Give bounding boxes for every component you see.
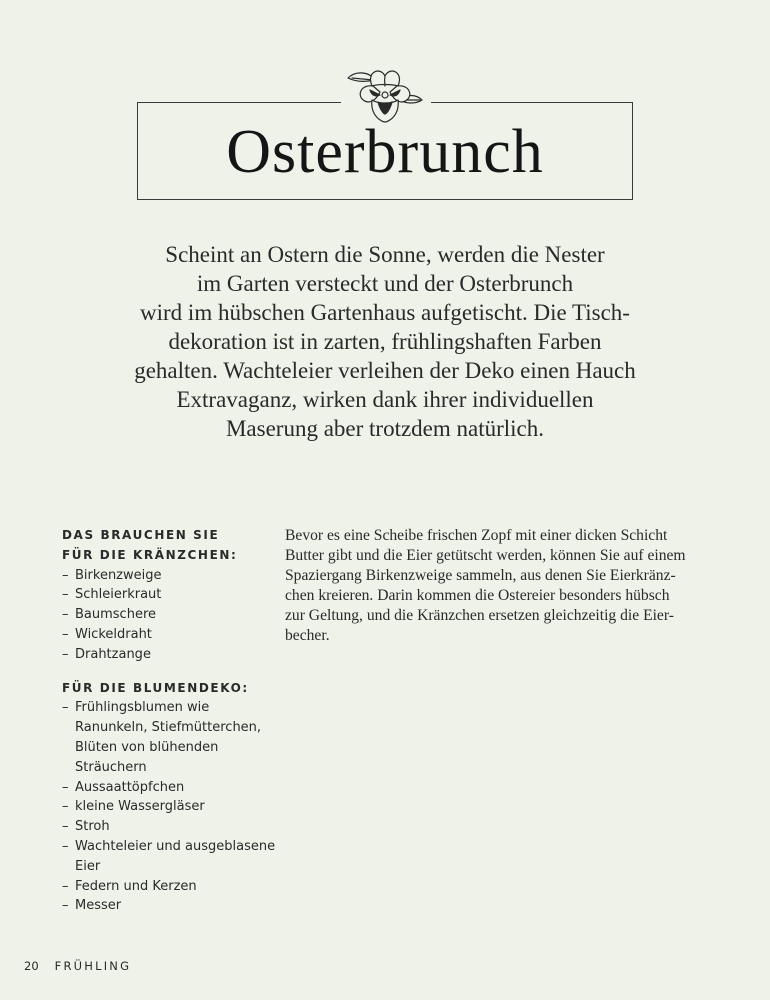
materials-section-flowers bbox=[62, 679, 277, 917]
intro-line: dekoration ist in zarten, frühlingshaften Farben bbox=[168, 329, 602, 354]
list-item: – Wickeldraht bbox=[62, 626, 152, 642]
page-number: 20 bbox=[24, 959, 39, 973]
list-item: – kleine Wassergläser bbox=[62, 799, 205, 815]
intro-line: Maserung aber trotzdem natürlich. bbox=[225, 416, 545, 441]
body-line: zur Geltung, und die Kränzchen ersetzen gleichzeitig die Eier- bbox=[285, 607, 674, 624]
section-heading: DAS BRAUCHEN SIE bbox=[62, 528, 220, 542]
materials-section-wreaths bbox=[62, 526, 277, 665]
intro-line: Extravaganz, wirken dank ihrer individuellen bbox=[176, 387, 594, 412]
page-footer bbox=[24, 959, 131, 973]
body-paragraph bbox=[285, 526, 710, 646]
list-item: – Frühlingsblumen wie Ranunkeln, Stiefmütterchen, Blüten von blühenden Sträuchern bbox=[62, 700, 262, 775]
intro-line: gehalten. Wachteleier verleihen der Deko einen Hauch bbox=[134, 358, 636, 383]
body-line: Bevor es eine Scheibe frischen Zopf mit einer dicken Schicht bbox=[285, 527, 668, 544]
intro-line: Scheint an Ostern die Sonne, werden die Nester bbox=[165, 242, 605, 267]
intro-line: wird im hübschen Gartenhaus aufgetischt. Die Tisch- bbox=[140, 300, 630, 325]
intro-paragraph bbox=[95, 240, 675, 443]
list-item: – Baumschere bbox=[62, 607, 157, 623]
chapter-label: FRÜHLING bbox=[54, 959, 132, 973]
list-item: – Schleierkraut bbox=[62, 587, 162, 603]
body-line: chen kreieren. Darin kommen die Ostereier besonders hübsch bbox=[285, 587, 670, 604]
body-line: Spaziergang Birkenzweige sammeln, aus denen Sie Eierkränz- bbox=[285, 567, 676, 584]
intro-line: im Garten versteckt und der Osterbrunch bbox=[196, 271, 574, 296]
body-line: becher. bbox=[285, 627, 330, 644]
list-item: – Drahtzange bbox=[62, 646, 151, 662]
list-item: – Messer bbox=[62, 898, 122, 914]
body-line: Butter gibt und die Eier getütscht werden, können Sie auf einem bbox=[285, 547, 686, 564]
section-heading: FÜR DIE KRÄNZCHEN: bbox=[62, 547, 238, 562]
page-title: Osterbrunch bbox=[226, 118, 544, 186]
list-item: – Federn und Kerzen bbox=[62, 878, 197, 894]
materials-sidebar bbox=[62, 526, 277, 930]
section-heading: FÜR DIE BLUMENDEKO: bbox=[62, 680, 249, 695]
list-item: – Stroh bbox=[62, 819, 110, 835]
list-item: – Birkenzweige bbox=[62, 567, 162, 583]
list-item: – Wachteleier und ausgeblasene Eier bbox=[62, 838, 276, 874]
list-item: – Aussaattöpfchen bbox=[62, 779, 185, 795]
